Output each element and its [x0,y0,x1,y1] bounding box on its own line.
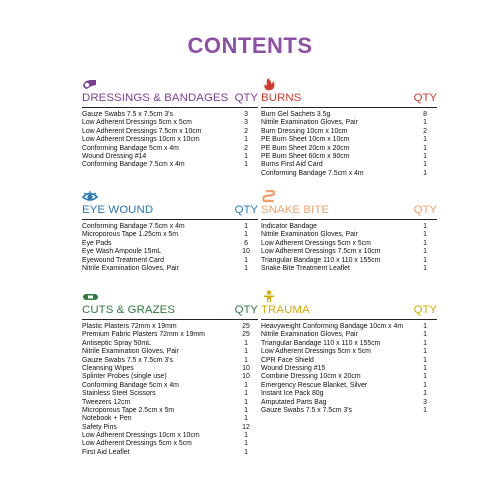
item-qty: 1 [244,390,248,398]
item-name: Low Adherent Dressings 5cm x 5cm [82,119,192,127]
section-header [82,304,258,320]
item-qty: 1 [244,432,248,440]
item-qty: 1 [423,364,427,372]
list-item [261,145,437,153]
list-item [261,323,437,331]
item-name: PE Burn Sheet 60cm x 90cm [261,152,350,160]
list-item [82,323,258,331]
item-qty: 1 [244,339,248,347]
list-item [82,136,258,144]
item-qty: 1 [244,231,248,239]
item-name: Triangular Bandage 110 x 110 x 155cm [261,256,381,264]
list-item [82,407,258,415]
item-name: Tweezers 12cm [82,398,131,406]
item-name: Wound Dressing #14 [82,152,147,160]
item-qty: 3 [423,398,427,406]
list-item [261,136,437,144]
item-name: Notebook + Pen [82,415,132,423]
item-qty: 1 [244,381,248,389]
item-qty: 1 [244,406,248,414]
qty-header: QTY [413,204,437,216]
item-qty: 1 [423,348,427,356]
item-qty: 1 [423,248,427,256]
list-item [82,111,258,119]
item-list [82,323,258,457]
item-qty: 1 [423,339,427,347]
item-qty: 1 [244,398,248,406]
list-item [82,145,258,153]
qty-header: QTY [234,92,258,104]
item-name: Microporous Tape 1.25cm x 5m [82,231,178,239]
item-qty: 6 [244,239,248,247]
section-title: TRAUMA [261,304,310,316]
item-qty: 10 [242,373,250,381]
item-list [82,223,258,273]
item-qty: 2 [423,127,427,135]
list-item [261,365,437,373]
item-qty: 1 [423,264,427,272]
item-qty: 1 [244,223,248,230]
list-item [82,119,258,127]
item-name: Emergency Rescue Blanket, Silver [261,381,368,389]
item-qty: 12 [242,423,250,431]
list-item [82,449,258,457]
list-item [261,382,437,390]
list-item [82,390,258,398]
list-item [261,240,437,248]
item-name: Premium Fabric Plasters 72mm x 19mm [82,331,205,339]
list-item [82,231,258,239]
list-item [82,357,258,365]
item-name: Nitrile Examination Gloves, Pair [261,231,358,239]
item-name: Conforming Bandage 7.5cm x 4m [82,161,185,169]
item-qty: 1 [244,440,248,448]
item-name: Antiseptic Spray 50mL [82,339,151,347]
item-qty: 1 [423,331,427,339]
item-list [261,111,437,178]
item-qty: 1 [244,256,248,264]
list-item [82,161,258,169]
item-qty: 1 [423,161,427,169]
item-name: Wound Dressing #15 [261,364,326,372]
eye-icon [82,190,98,203]
item-name: Triangular Bandage 110 x 110 x 155cm [261,339,381,347]
item-name: Low Adherent Dressings 10cm x 10cm [82,432,200,440]
section-title: DRESSINGS & BANDAGES [82,92,229,104]
item-qty: 1 [423,169,427,177]
item-qty: 1 [423,136,427,144]
list-item [261,128,437,136]
section-header [82,204,258,220]
list-item [261,390,437,398]
item-qty: 1 [423,373,427,381]
item-qty: 1 [244,136,248,144]
item-name: Low Adherent Dressings 5cm x 5cm [261,239,371,247]
item-qty: 8 [423,111,427,118]
section-title: BURNS [261,92,302,104]
item-qty: 1 [423,256,427,264]
qty-header: QTY [413,304,437,316]
item-qty: 1 [423,406,427,414]
item-name: Amputated Parts Bag [261,398,327,406]
item-name: Eyewound Treatment Card [82,256,164,264]
item-name: Microporous Tape 2.5cm x 5m [82,406,175,414]
list-item [82,373,258,381]
list-item [82,223,258,231]
list-item [261,119,437,127]
plaster-icon [82,290,98,303]
item-name: Low Adherent Dressings 7.5cm x 10cm [261,248,381,256]
list-item [82,153,258,161]
list-item [261,399,437,407]
item-name: Gauze Swabs 7.5 x 7.5cm 3's [261,406,352,414]
item-qty: 1 [423,381,427,389]
item-qty: 1 [244,161,248,169]
item-list [82,111,258,170]
item-name: Nitrile Examination Gloves, Pair [82,264,179,272]
item-name: Low Adherent Dressings 10cm x 10cm [82,136,200,144]
list-item [82,348,258,356]
list-item [82,331,258,339]
list-item [261,248,437,256]
item-qty: 25 [242,323,250,330]
qty-header: QTY [413,92,437,104]
item-name: Instant Ice Pack 80g [261,390,324,398]
list-item [82,365,258,373]
list-item [261,170,437,178]
list-item [261,407,437,415]
item-name: Low Adherent Dressings 7.5cm x 10cm [82,127,202,135]
item-name: Conforming Bandage 5cm x 4m [82,144,179,152]
item-name: Nitrile Examination Gloves, Pair [82,348,179,356]
item-name: Conforming Bandage 7.5cm x 4m [82,223,185,230]
item-name: Burn Dressing 10cm x 10cm [261,127,348,135]
item-qty: 3 [244,111,248,118]
item-qty: 1 [244,264,248,272]
list-item [82,424,258,432]
item-qty: 10 [242,248,250,256]
item-qty: 2 [244,144,248,152]
section-header [261,204,437,220]
list-item [82,257,258,265]
item-name: CPR Face Shield [261,356,314,364]
person-icon [261,290,277,303]
item-name: Snake Bite Treatment Leaflet [261,264,350,272]
item-qty: 25 [242,331,250,339]
item-qty: 2 [244,127,248,135]
list-item [82,382,258,390]
snake-icon [261,190,277,203]
list-item [82,265,258,273]
item-qty: 1 [244,415,248,423]
list-item [261,257,437,265]
item-name: Combine Dressing 10cm x 20cm [261,373,361,381]
item-name: Low Adherent Dressings 5cm x 5cm [261,348,371,356]
item-name: Plastic Plasters 72mm x 19mm [82,323,177,330]
list-item [261,153,437,161]
item-name: Heavyweight Conforming Bandage 10cm x 4m [261,323,404,330]
item-qty: 1 [423,223,427,230]
section-title: SNAKE BITE [261,204,330,216]
section-title: CUTS & GRAZES [82,304,176,316]
item-name: Low Adherent Dressings 5cm x 5cm [82,440,192,448]
list-item [261,331,437,339]
item-qty: 1 [244,152,248,160]
list-item [261,231,437,239]
list-item [82,248,258,256]
item-qty: 1 [423,144,427,152]
qty-header: QTY [234,204,258,216]
item-name: Eye Wash Ampoule 15mL [82,248,162,256]
section-header [261,92,437,108]
item-name: Indicator Bandage [261,223,317,230]
item-qty: 1 [423,239,427,247]
item-name: Safety Pins [82,423,117,431]
item-name: Gauze Swabs 7.5 x 7.5cm 3's [82,356,173,364]
list-item [82,432,258,440]
list-item [82,399,258,407]
item-qty: 1 [423,231,427,239]
item-qty: 1 [244,356,248,364]
item-list [261,223,437,273]
item-name: Burn Gel Sachets 3.5g [261,111,331,118]
bandage-icon [82,78,98,91]
item-qty: 3 [244,119,248,127]
list-item [82,340,258,348]
list-item [82,415,258,423]
list-item [261,357,437,365]
list-item [261,348,437,356]
list-item [82,240,258,248]
item-name: Nitrile Examination Gloves, Pair [261,331,358,339]
list-item [261,161,437,169]
section-header [261,304,437,320]
item-qty: 1 [244,448,248,456]
item-qty: 1 [423,119,427,127]
list-item [82,128,258,136]
flame-icon [261,78,277,91]
item-qty: 1 [423,390,427,398]
item-name: First Aid Leaflet [82,448,130,456]
item-qty: 10 [242,364,250,372]
list-item [261,373,437,381]
list-item [261,223,437,231]
qty-header: QTY [234,304,258,316]
item-name: Stainless Steel Scissors [82,390,156,398]
list-item [82,440,258,448]
list-item [261,340,437,348]
item-name: PE Burn Sheet 10cm x 10cm [261,136,350,144]
list-item [261,111,437,119]
item-name: Conforming Bandage 7.5cm x 4m [261,169,364,177]
item-qty: 1 [244,348,248,356]
item-name: Burns First Aid Card [261,161,323,169]
item-name: Cleansing Wipes [82,364,134,372]
page-title: CONTENTS [187,33,313,58]
section-header [82,92,258,108]
item-qty: 1 [423,152,427,160]
item-name: Gauze Swabs 7.5 x 7.5cm 3's [82,111,173,118]
section-title: EYE WOUND [82,204,154,216]
list-item [261,265,437,273]
item-list [261,323,437,415]
item-name: Conforming Bandage 5cm x 4m [82,381,179,389]
item-name: Nitrile Examination Gloves, Pair [261,119,358,127]
item-name: Splinter Probes (single use) [82,373,167,381]
item-qty: 1 [423,356,427,364]
item-name: Eye Pads [82,239,112,247]
item-name: PE Burn Sheet 20cm x 20cm [261,144,350,152]
item-qty: 1 [423,323,427,330]
